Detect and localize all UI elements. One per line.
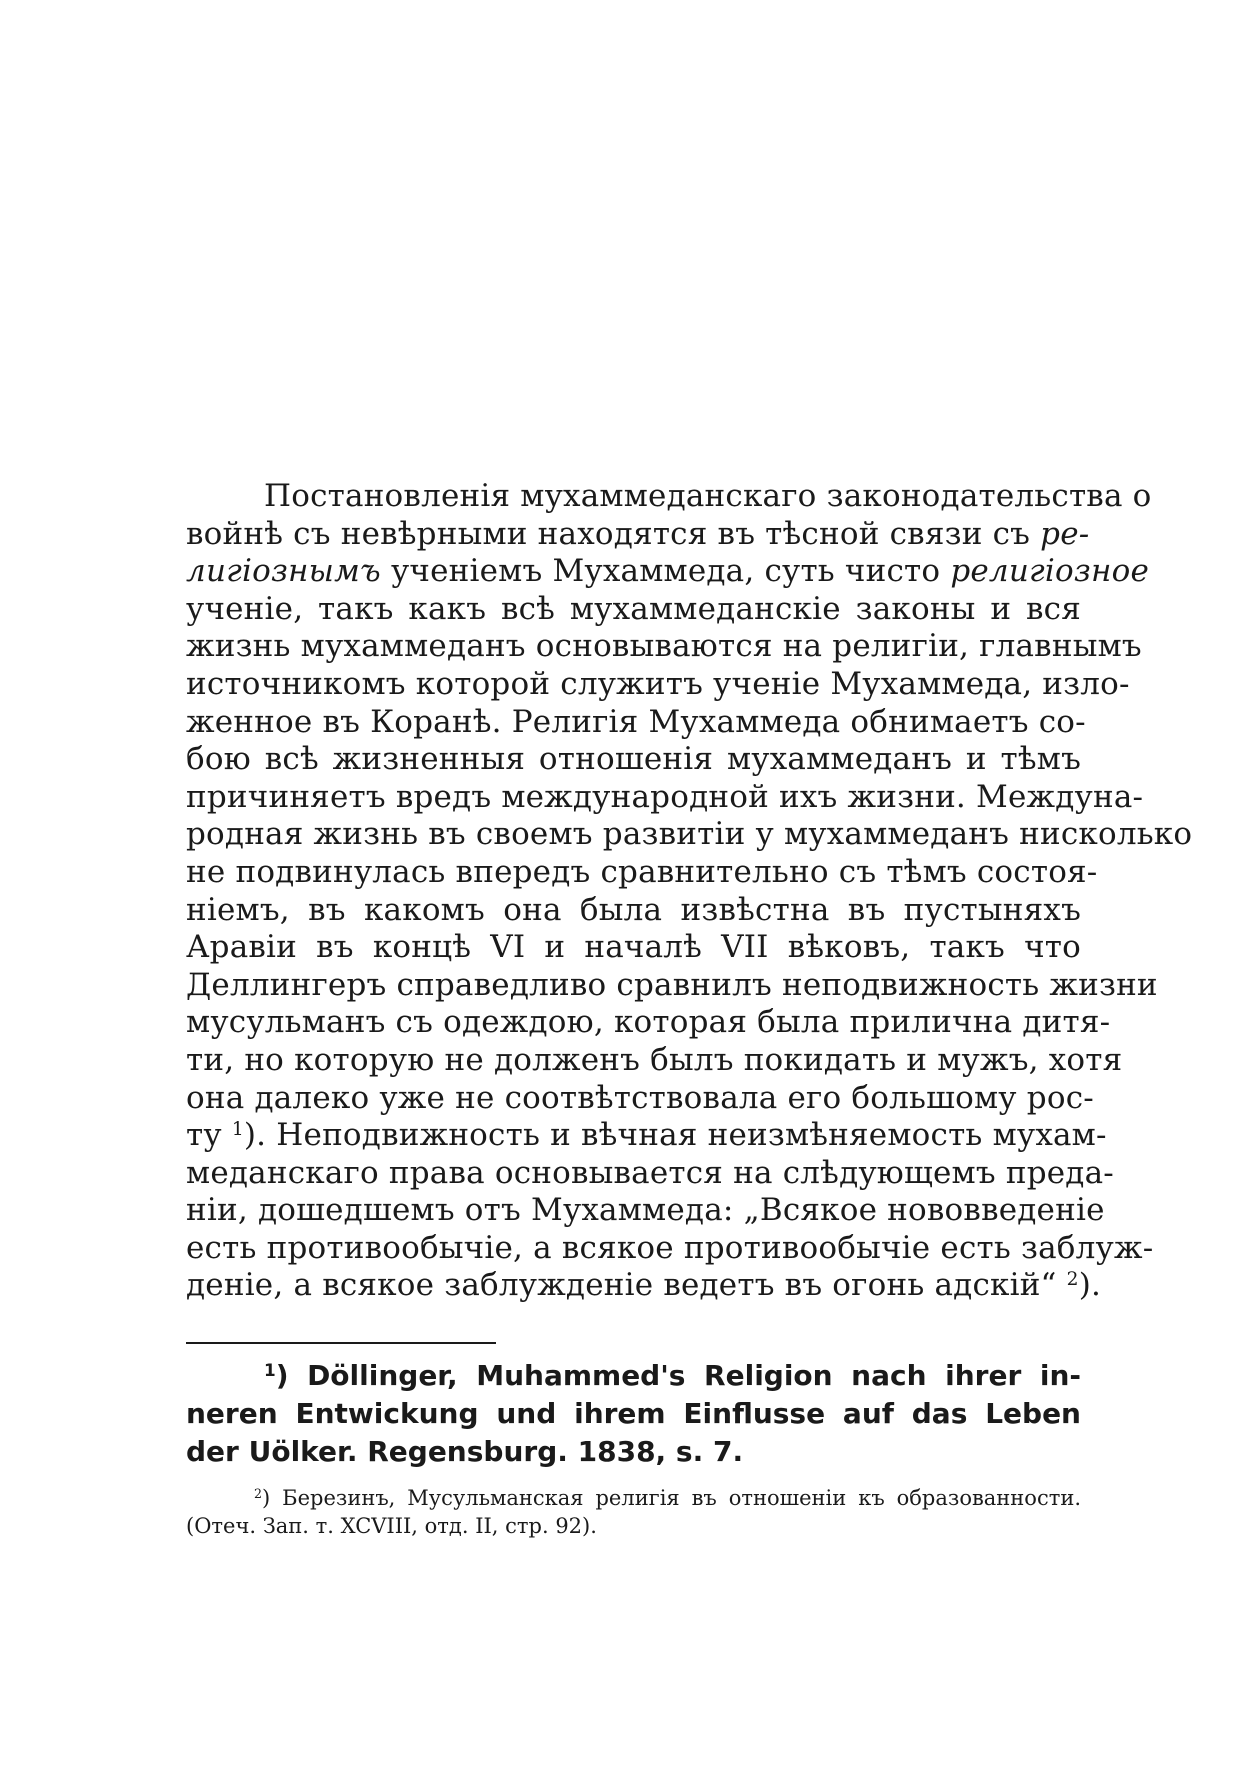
- text-line: [186, 515, 1090, 554]
- text-line: жизнь мухаммеданъ основываются на религіи, главнымъ: [186, 628, 1142, 665]
- text-line: [186, 553, 1150, 591]
- text-line: [186, 1267, 1102, 1305]
- footnote-line: [186, 1357, 1081, 1395]
- text-segment: ).: [1078, 1267, 1102, 1304]
- text-line: есть противообычіе, а всякое противообычіе есть заблуж-: [186, 1229, 1154, 1266]
- text-line: не подвинулась впередъ сравнительно съ тѣмъ состоя-: [186, 853, 1098, 890]
- text-line: ніи, дошедшемъ отъ Мухаммеда: „Всякое нововведеніе: [186, 1192, 1105, 1229]
- footnote-marker: 2: [254, 1486, 263, 1502]
- footnote-divider: [186, 1342, 496, 1344]
- text-line: ніемъ, въ какомъ она была извѣстна въ пустыняхъ: [186, 891, 1081, 928]
- text-line: она далеко уже не соотвѣтствовала его большому рос-: [186, 1079, 1094, 1116]
- text-line: ученіе, такъ какъ всѣ мухаммеданскіе законы и вся: [186, 590, 1081, 627]
- text-line: источникомъ которой служитъ ученіе Мухаммеда, изло-: [186, 665, 1130, 702]
- text-line: меданскаго права основывается на слѣдующемъ преда-: [186, 1154, 1114, 1191]
- text-line: мусульманъ съ одеждою, которая была прилична дитя-: [186, 1004, 1111, 1041]
- text-segment: ) Döllinger, Muhammed's Religion nach ihrer in-: [275, 1359, 1081, 1392]
- text-line: Постановленія мухаммеданскаго законодательства о: [264, 478, 1152, 514]
- italic-text: ре-: [1040, 515, 1090, 552]
- text-line: женное въ Коранѣ. Религія Мухаммеда обнимаетъ со-: [186, 703, 1086, 740]
- text-segment: ту: [186, 1117, 222, 1154]
- text-segment: ). Неподвижность и вѣчная неизмѣняемость мухам-: [243, 1117, 1107, 1154]
- footnote-1: [186, 1357, 1081, 1471]
- text-line: Аравіи въ концѣ VI и началѣ VII вѣковъ, такъ что: [186, 929, 1081, 966]
- italic-text: религіозное: [950, 553, 1150, 590]
- text-line: Деллингеръ справедливо сравнилъ неподвижность жизни: [186, 966, 1158, 1003]
- text-segment: деніе, а всякое заблужденіе ведетъ въ огонь адскій“: [186, 1267, 1057, 1304]
- text-line: [186, 1117, 1107, 1155]
- footnote-line: [186, 1484, 1081, 1512]
- footnote-2: [186, 1484, 1081, 1540]
- text-segment: войнѣ съ невѣрными находятся въ тѣсной связи съ: [186, 515, 1031, 552]
- footnote-marker: 1: [264, 1359, 276, 1380]
- text-line: бою всѣ жизненныя отношенія мухаммеданъ и тѣмъ: [186, 741, 1081, 778]
- footnote-ref: 1: [231, 1118, 244, 1140]
- footnote-ref: 2: [1066, 1269, 1079, 1291]
- text-line: причиняетъ вредъ международной ихъ жизни. Междуна-: [186, 778, 1144, 815]
- text-segment: ученіемъ Мухаммеда, суть чисто: [390, 553, 941, 590]
- text-line: ти, но которую не долженъ былъ покидать и мужъ, хотя: [186, 1041, 1123, 1078]
- footnote-line: der Uölker. Regensburg. 1838, s. 7.: [186, 1435, 744, 1468]
- text-line: родная жизнь въ своемъ развитіи у мухаммеданъ нисколько: [186, 816, 1193, 853]
- text-segment: ) Березинъ, Мусульманская религія въ отношеніи къ образованности.: [262, 1486, 1081, 1510]
- footnote-line: (Отеч. Зап. т. XCVIII, отд. II, стр. 92).: [186, 1514, 597, 1538]
- footnote-line: neren Entwickung und ihrem Einflusse auf das Leben: [186, 1397, 1081, 1430]
- italic-text: лигіознымъ: [186, 553, 381, 590]
- main-paragraph: [186, 478, 1193, 1305]
